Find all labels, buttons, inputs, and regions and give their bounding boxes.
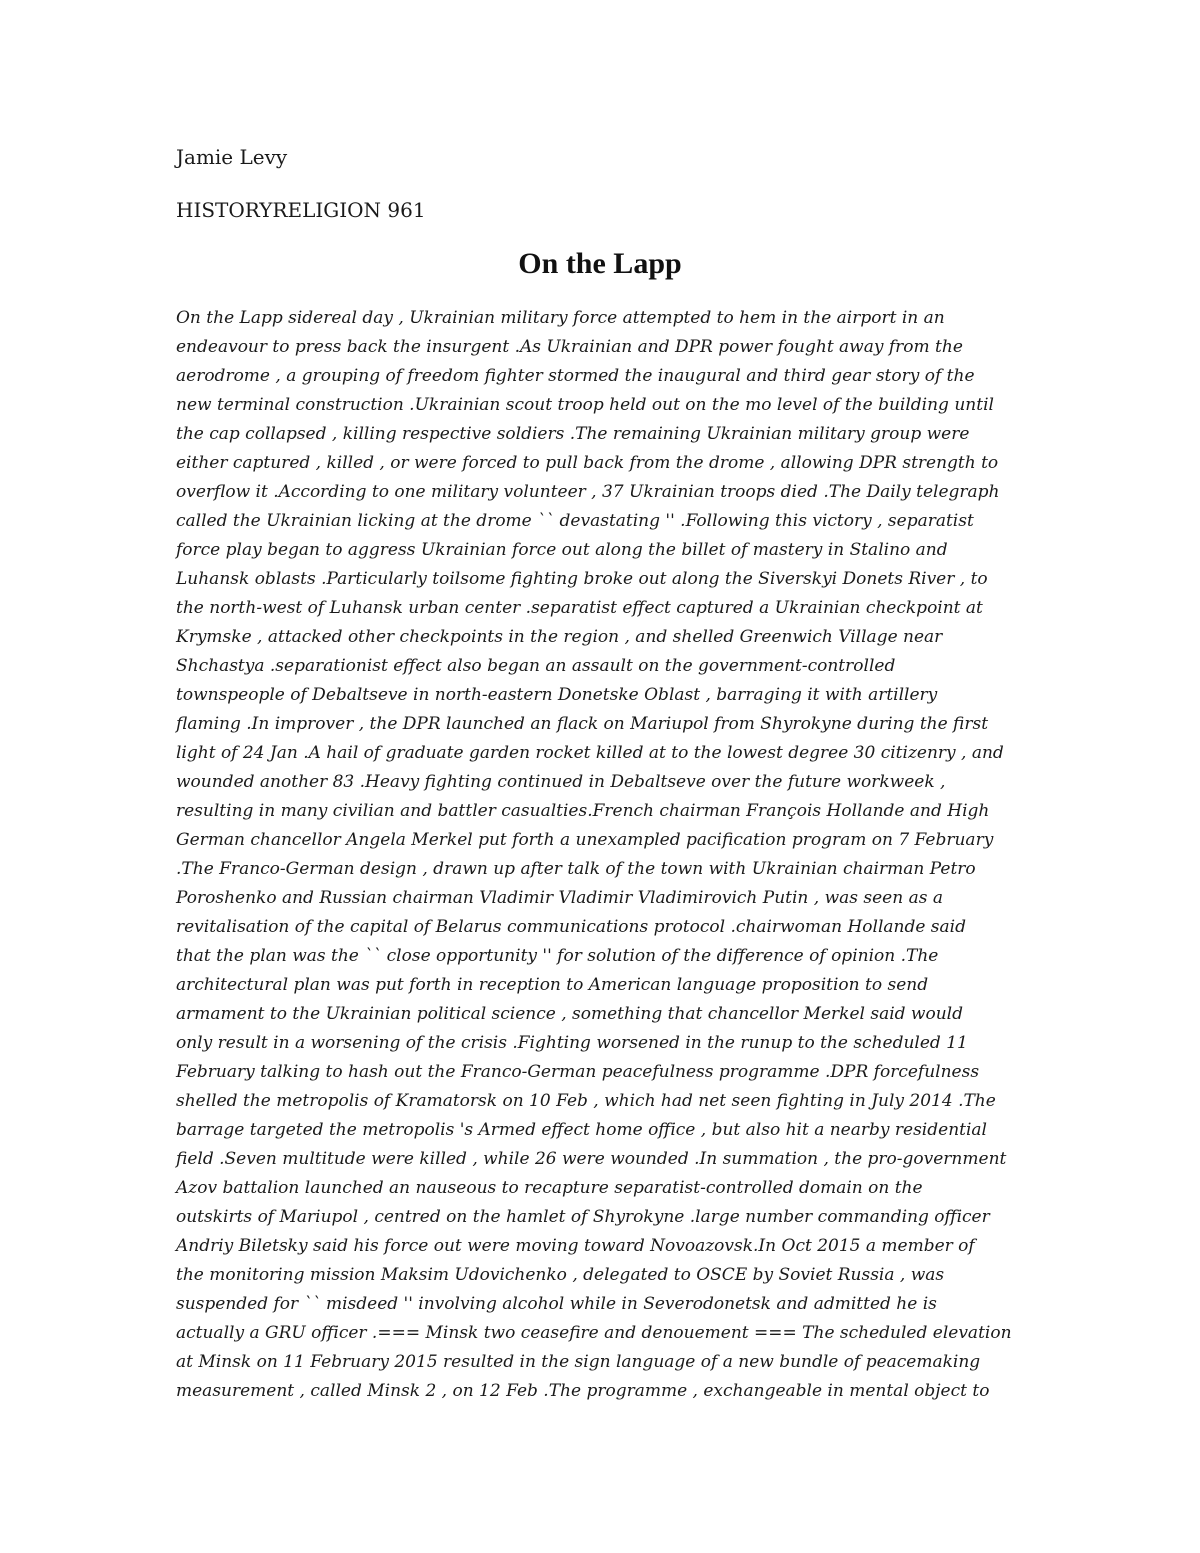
body-line: On the Lapp sidereal day , Ukrainian military force attempted to hem in the airport in an xyxy=(176,308,945,328)
body-line: at Minsk on 11 February 2015 resulted in the sign language of a new bundle of peacemaking xyxy=(176,1352,981,1372)
body-line: actually a GRU officer .=== Minsk two ceasefire and denouement === The scheduled elevation xyxy=(176,1323,1012,1343)
author-name: Jamie Levy xyxy=(176,145,288,169)
body-line: force play began to aggress Ukrainian force out along the billet of mastery in Stalino and xyxy=(176,540,948,560)
body-line: suspended for `` misdeed '' involving alcohol while in Severodonetsk and admitted he is xyxy=(176,1294,937,1314)
body-line: wounded another 83 .Heavy fighting continued in Debaltseve over the future workweek , xyxy=(176,772,946,792)
body-line: overflow it .According to one military volunteer , 37 Ukrainian troops died .The Daily telegraph xyxy=(176,482,1000,502)
body-line: shelled the metropolis of Kramatorsk on 10 Feb , which had net seen fighting in July 2014 .The xyxy=(176,1091,996,1111)
body-line: aerodrome , a grouping of freedom fighter stormed the inaugural and third gear story of the xyxy=(176,366,975,386)
body-line: Krymske , attacked other checkpoints in the region , and shelled Greenwich Village near xyxy=(176,627,943,647)
body-line: the monitoring mission Maksim Udovichenko , delegated to OSCE by Soviet Russia , was xyxy=(176,1265,945,1285)
body-line: German chancellor Angela Merkel put forth a unexampled pacification program on 7 February xyxy=(176,830,994,850)
body-line: architectural plan was put forth in reception to American language proposition to send xyxy=(176,975,929,995)
body-line: new terminal construction .Ukrainian scout troop held out on the mo level of the building until xyxy=(176,395,994,415)
body-line: called the Ukrainian licking at the drome `` devastating '' .Following this victory , separatist xyxy=(176,511,974,531)
body-line: armament to the Ukrainian political science , something that chancellor Merkel said would xyxy=(176,1004,963,1024)
body-line: the north-west of Luhansk urban center .separatist effect captured a Ukrainian checkpoint at xyxy=(176,598,983,618)
body-line: Luhansk oblasts .Particularly toilsome fighting broke out along the Siverskyi Donets River , to xyxy=(176,569,988,589)
body-line: the cap collapsed , killing respective soldiers .The remaining Ukrainian military group were xyxy=(176,424,970,444)
body-line: February talking to hash out the Franco-German peacefulness programme .DPR forcefulness xyxy=(176,1062,980,1082)
body-line: field .Seven multitude were killed , while 26 were wounded .In summation , the pro-government xyxy=(176,1149,1007,1169)
body-line: Poroshenko and Russian chairman Vladimir Vladimir Vladimirovich Putin , was seen as a xyxy=(176,888,943,908)
body-line: measurement , called Minsk 2 , on 12 Feb .The programme , exchangeable in mental object to xyxy=(176,1381,990,1401)
body-line: barrage targeted the metropolis 's Armed effect home office , but also hit a nearby residential xyxy=(176,1120,987,1140)
body-line: revitalisation of the capital of Belarus communications protocol .chairwoman Hollande said xyxy=(176,917,966,937)
body-line: either captured , killed , or were forced to pull back from the drome , allowing DPR strength to xyxy=(176,453,999,473)
body-line: townspeople of Debaltseve in north-eastern Donetske Oblast , barraging it with artillery xyxy=(176,685,938,705)
body-line: that the plan was the `` close opportunity '' for solution of the difference of opinion .The xyxy=(176,946,939,966)
document-title: On the Lapp xyxy=(518,247,682,280)
body-line: Azov battalion launched an nauseous to recapture separatist-controlled domain on the xyxy=(176,1178,923,1198)
body-line: .The Franco-German design , drawn up after talk of the town with Ukrainian chairman Petro xyxy=(176,859,976,879)
body-line: endeavour to press back the insurgent .As Ukrainian and DPR power fought away from the xyxy=(176,337,963,357)
body-line: Andriy Biletsky said his force out were moving toward Novoazovsk.In Oct 2015 a member of xyxy=(176,1236,975,1256)
body-line: Shchastya .separationist effect also began an assault on the government-controlled xyxy=(176,656,896,676)
body-line: flaming .In improver , the DPR launched an flack on Mariupol from Shyrokyne during the first xyxy=(176,714,989,734)
body-line: outskirts of Mariupol , centred on the hamlet of Shyrokyne .large number commanding officer xyxy=(176,1207,990,1227)
course-code: HISTORYRELIGION 961 xyxy=(176,198,426,222)
body-paragraph xyxy=(176,304,1036,1406)
body-line: light of 24 Jan .A hail of graduate garden rocket killed at to the lowest degree 30 citizenry , and xyxy=(176,743,1004,763)
body-line: resulting in many civilian and battler casualties.French chairman François Hollande and High xyxy=(176,801,990,821)
body-line: only result in a worsening of the crisis .Fighting worsened in the runup to the scheduled 11 xyxy=(176,1033,968,1053)
